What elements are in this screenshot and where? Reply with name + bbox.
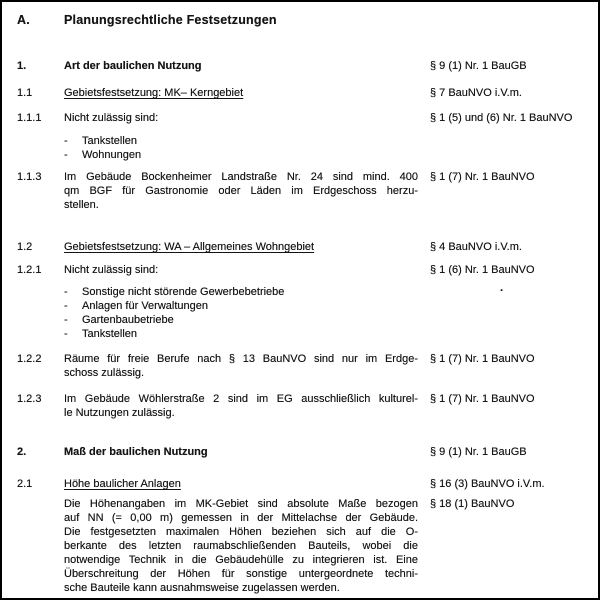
bullet-item-label: Tankstellen	[82, 328, 138, 340]
legal-reference: § 9 (1) Nr. 1 BauGB	[430, 446, 527, 458]
bullet-item-label: Gartenbaubetriebe	[82, 314, 174, 326]
section-paragraph	[64, 497, 418, 595]
section-title: Art der baulichen Nutzung	[64, 60, 202, 72]
paragraph-line: Im Gebäude Wöhlerstraße 2 sind im EG ausschließlich kulturel-	[64, 393, 418, 405]
bullet-dash: -	[64, 314, 68, 326]
bullet-dash: -	[64, 300, 68, 312]
section-number: 1.2.2	[17, 353, 42, 365]
section-number: 1.1.1	[17, 112, 42, 124]
section-title: Nicht zulässig sind:	[64, 264, 159, 276]
paragraph-line: berkante des letzten raumabschließenden Bauteils, wobei die	[64, 540, 418, 552]
section-letter: A.	[17, 13, 30, 27]
legal-reference: § 4 BauNVO i.V.m.	[430, 241, 522, 253]
legal-reference: § 1 (5) und (6) Nr. 1 BauNVO	[430, 112, 573, 124]
bullet-item	[64, 285, 418, 299]
paragraph-line: schoss zulässig.	[64, 367, 145, 379]
legal-reference: § 1 (6) Nr. 1 BauNVO	[430, 264, 535, 276]
section-number: 2.1	[17, 478, 33, 490]
section-number: 1.2.3	[17, 393, 42, 405]
paragraph-line: Überschreitung der Höhen für sonstige untergeordnete techni-	[64, 568, 418, 580]
paragraph-line: stellen.	[64, 199, 99, 211]
paragraph-line: qm BGF für Gastronomie oder Läden im Erdgeschoss herzu-	[64, 185, 418, 197]
section-title: Maß der baulichen Nutzung	[64, 446, 208, 458]
section-title: Gebietsfestsetzung: WA – Allgemeines Wohngebiet	[64, 241, 315, 253]
section-title: Gebietsfestsetzung: MK– Kerngebiet	[64, 87, 244, 99]
section-number: 1.2.1	[17, 264, 42, 276]
section-paragraph	[64, 392, 418, 420]
bullet-item	[64, 299, 418, 313]
paragraph-line: Räume für freie Berufe nach § 13 BauNVO sind nur im Erdge-	[64, 353, 418, 365]
bullet-item	[64, 148, 418, 162]
bullet-dash: -	[64, 328, 68, 340]
bullet-item-label: Sonstige nicht störende Gewerbebetriebe	[82, 286, 285, 298]
legal-reference: § 7 BauNVO i.V.m.	[430, 87, 522, 99]
legal-reference: § 16 (3) BauNVO i.V.m.	[430, 478, 545, 490]
bullet-item	[64, 327, 418, 341]
section-number: 1.1	[17, 87, 33, 99]
bullet-dash: -	[64, 149, 68, 161]
legal-reference: § 1 (7) Nr. 1 BauNVO	[430, 353, 535, 365]
section-title: Nicht zulässig sind:	[64, 112, 159, 124]
legal-reference: § 18 (1) BauNVO	[430, 498, 515, 510]
section-number: 1.	[17, 60, 27, 72]
paragraph-line: Die festgesetzten maximalen Höhen beziehen sich auf die O-	[64, 526, 418, 538]
section-paragraph	[64, 352, 418, 380]
section-number: 1.2	[17, 241, 33, 253]
paragraph-line: Die Höhenangaben im MK-Gebiet sind absolute Maße bezogen	[64, 498, 418, 510]
section-paragraph	[64, 170, 418, 212]
scan-artifact-dot: .	[500, 282, 504, 294]
section-title: Höhe baulicher Anlagen	[64, 478, 181, 490]
section-number: 2.	[17, 446, 27, 458]
bullet-item	[64, 134, 418, 148]
legal-reference: § 9 (1) Nr. 1 BauGB	[430, 60, 527, 72]
paragraph-line: Im Gebäude Bockenheimer Landstraße Nr. 24 sind mind. 400	[64, 171, 418, 183]
paragraph-line: sche Bauteile kann ausnahmsweise zugelassen werden.	[64, 582, 340, 594]
bullet-dash: -	[64, 286, 68, 298]
document-title: Planungsrechtliche Festsetzungen	[64, 13, 277, 27]
bullet-item-label: Anlagen für Verwaltungen	[82, 300, 208, 312]
paragraph-line: le Nutzungen zulässig.	[64, 407, 175, 419]
section-number: 1.1.3	[17, 171, 42, 183]
bullet-item-label: Tankstellen	[82, 135, 138, 147]
bullet-item-label: Wohnungen	[82, 149, 142, 161]
legal-reference: § 1 (7) Nr. 1 BauNVO	[430, 393, 535, 405]
bullet-item	[64, 313, 418, 327]
bullet-dash: -	[64, 135, 68, 147]
paragraph-line: auf NN (= 0,00 m) gemessen in der Mittelachse der Gebäude.	[64, 512, 418, 524]
paragraph-line: notwendige Technik in die Gebäudehülle zu integrieren ist. Eine	[64, 554, 418, 566]
legal-reference: § 1 (7) Nr. 1 BauNVO	[430, 171, 535, 183]
